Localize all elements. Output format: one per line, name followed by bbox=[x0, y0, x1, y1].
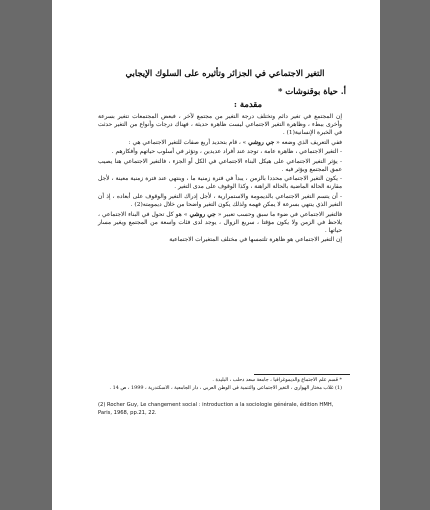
section-heading: مقدمة : bbox=[233, 99, 262, 109]
paragraph-trait-2: - يؤثر التغير الاجتماعي على هيكل البناء الاجتماعي في الكل أو الجزء ، فالتغير الاجتماعي هنا يصيب عمق المجتمع ويؤثر فيه . bbox=[98, 158, 342, 173]
article-author: أ. حياة بوقنوشات * bbox=[278, 86, 346, 96]
paragraph-summary: فالتغير الاجتماعي في ضوء ما سبق وحسب تعبير « جي روشي » هو كل تحول في البناء الاجتماعي ، يلاحظ في الزمن ولا يكون مؤقتا ، سريع الزوال ، يوجد لدى فئات واسعة من المجتمع ويغير مسار حياتها . bbox=[98, 210, 343, 234]
article-body bbox=[98, 113, 342, 246]
document-page bbox=[52, 0, 380, 510]
footnote-divider bbox=[254, 374, 350, 375]
paragraph-trait-3: - يكون التغير الاجتماعي محددا بالزمن ، يبدأ في فترة زمنية ما ، وينتهي عند فترة زمنية معينة ، لأجل مقارنة الحالة الماضية بالحالة الراهنة ، وكذا الوقوف على مدى التغير . bbox=[98, 176, 342, 191]
viewer-left-margin bbox=[0, 0, 52, 510]
paragraph-trait-1: - التغير الاجتماعي ، ظاهرة عامة ، توجد عند أفراد عديدين ، وتؤثر في أسلوب حياتهم وأفكارهم . bbox=[111, 149, 342, 156]
article-title: التغير الاجتماعي في الجزائر وتأثيره على السلوك الإيجابي bbox=[125, 68, 325, 78]
viewer-right-margin bbox=[378, 0, 430, 510]
paragraph-trait-4: - أن يتسم التغير الاجتماعي بالديمومة والاستمرارية ، لأجل إدراك التغير والوقوف على أبعاده ، إذ أن التغير الذي ينتهي بسرعة لا يمكن فهمه ولذلك يكون التغير واضحا من خلال ديمومته(2) . bbox=[98, 193, 342, 208]
footnote-affiliation: * قسم علم الاجتماع والديموغرافيا ، جامعة سعد دحلب ، البليدة . bbox=[212, 377, 342, 383]
footnote-2: (2) Rocher Guy, Le changement social : introduction a la sociologie générale, édition HMH, Paris, 1968, pp.21, 22. bbox=[98, 402, 334, 416]
footnote-1: (1) غلاب مختار الهواري ، التغير الاجتماعي والتنمية في الوطن العربي ، دار الجامعية ، الاسكندرية ، 1999 ، ص 14 . bbox=[109, 384, 342, 391]
paragraph-intro: إن المجتمع في تغير دائم وتختلف درجة التغير من مجتمع لآخر ، فبعض المجتمعات تتغير بسرعة وأخرى ببطء ، وظاهرة التغير الاجتماعي ليست ظاهرة حديثة ، فهناك درجات وأنواع من التغير حدثت في الخبرة الإنسانية(1) . bbox=[98, 114, 342, 137]
paragraph-definition: ففي التعريف الذي وضعه « جي روشي » ، قام بتحديد أربع صفات للتغير الاجتماعي هي : bbox=[128, 138, 342, 146]
highlighted-name: جي روشي bbox=[189, 210, 216, 218]
footnotes bbox=[98, 377, 342, 392]
highlighted-name: جي روشي bbox=[248, 138, 275, 146]
paragraph-closing: إن التغير الاجتماعي هو ظاهرة تلتمسها في مختلف المتغيرات الاجتماعية bbox=[169, 237, 342, 244]
